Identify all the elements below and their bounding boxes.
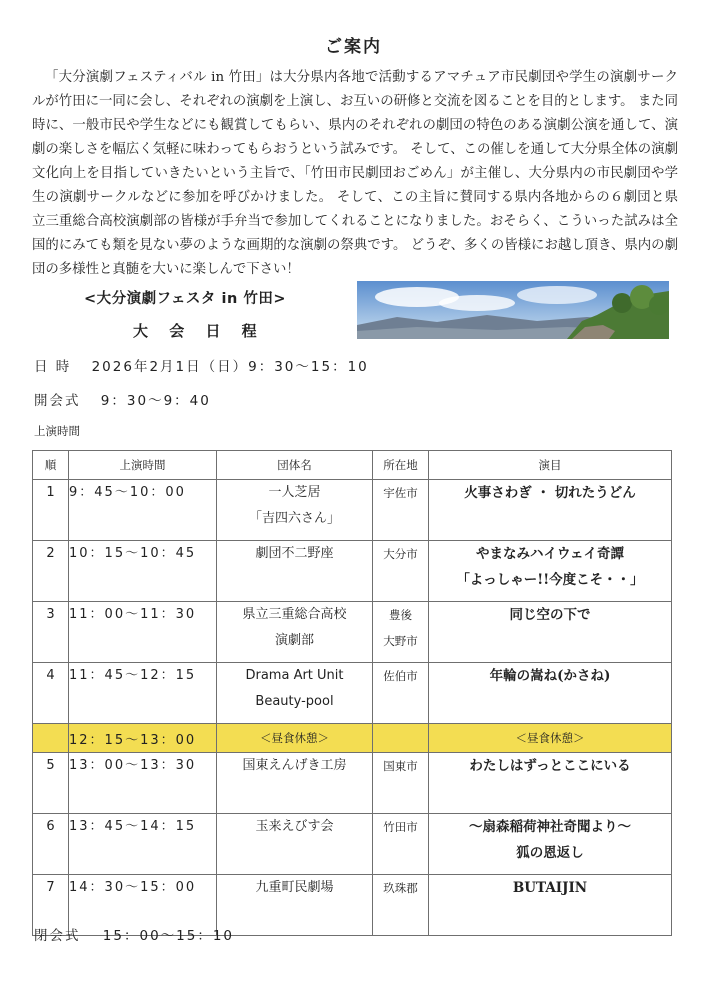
- row-time: 11：45～12：15: [69, 668, 197, 683]
- row-no: 4: [46, 668, 55, 683]
- row-location: 佐伯市: [383, 669, 418, 683]
- table-row: [33, 753, 672, 814]
- header-troupe: 団体名: [217, 451, 373, 480]
- table-row: [33, 541, 672, 602]
- row-play: ＜昼食休憩＞: [429, 724, 672, 753]
- row-location: 豊後: [389, 608, 412, 622]
- row-play-line2: 狐の恩返し: [516, 845, 584, 861]
- row-troupe: 一人芝居: [268, 485, 321, 500]
- row-troupe: 九重町民劇場: [255, 880, 334, 895]
- event-date: [34, 355, 369, 375]
- date-label: 日 時: [34, 359, 72, 375]
- opening-ceremony: [34, 389, 211, 409]
- row-location: 玖珠郡: [383, 881, 418, 895]
- header-no: 順: [33, 451, 69, 480]
- table-header-row: [33, 451, 672, 480]
- row-no: 1: [46, 485, 55, 500]
- row-location: 国東市: [383, 759, 418, 773]
- opening-value: 9：30～9：40: [100, 393, 211, 409]
- row-play: 年輪の嵩ね(かさね): [489, 668, 611, 684]
- row-play: やまなみハイウェイ奇譚: [476, 546, 624, 562]
- festa-name: <大分演劇フェスタ in 竹田>: [84, 291, 286, 307]
- row-no: 6: [46, 819, 55, 834]
- row-location: 宇佐市: [383, 486, 418, 500]
- row-no: 5: [46, 758, 55, 773]
- row-time: 10：15～10：45: [69, 546, 197, 561]
- header-play: 演目: [429, 451, 672, 480]
- row-no: 2: [46, 546, 55, 561]
- page-title: ご案内: [325, 37, 382, 57]
- closing-label: 閉会式: [34, 928, 81, 944]
- table-row: [33, 602, 672, 663]
- row-time: 11：00～11：30: [69, 607, 197, 622]
- table-row: [33, 663, 672, 724]
- lunch-break-row: [33, 724, 672, 753]
- table-row: [33, 480, 672, 541]
- row-location: 大分市: [383, 547, 418, 561]
- row-time: 9：45～10：00: [69, 485, 186, 500]
- row-time: 14：30～15：00: [69, 880, 197, 895]
- schedule-heading: 大 会 日 程: [133, 322, 265, 340]
- row-no: 7: [46, 880, 55, 895]
- opening-label: 開会式: [34, 393, 81, 409]
- header-time: 上演時間: [69, 451, 217, 480]
- row-time: 13：45～14：15: [69, 819, 197, 834]
- landscape-photo: [357, 281, 669, 339]
- row-troupe: 玉来えびす会: [255, 819, 334, 834]
- row-troupe: 国東えんげき工房: [242, 758, 347, 773]
- row-time: 12：15～13：00: [69, 724, 217, 753]
- row-play: BUTAIJIN: [512, 880, 588, 896]
- row-play: ～扇森稲荷神社奇聞より～: [469, 819, 631, 835]
- closing-ceremony: [34, 924, 234, 944]
- row-troupe-line2: 「吉四六さん」: [248, 511, 340, 526]
- row-play: わたしはずっとここにいる: [469, 758, 631, 774]
- landscape-image: [357, 281, 669, 339]
- row-location-line2: 大野市: [383, 634, 418, 648]
- row-no: [33, 724, 69, 753]
- header-location: 所在地: [373, 451, 429, 480]
- closing-value: 15：00～15：10: [102, 928, 235, 944]
- row-troupe: ＜昼食休憩＞: [217, 724, 373, 753]
- row-time: 13：00～13：30: [69, 758, 197, 773]
- row-play-line2: 「よっしゃー!!今度こそ・・」: [456, 572, 644, 588]
- row-troupe: Drama Art Unit: [245, 668, 344, 683]
- row-troupe: 県立三重総合高校: [242, 607, 347, 622]
- table-row: [33, 814, 672, 875]
- row-troupe: 劇団不二野座: [255, 546, 334, 561]
- row-location: [373, 724, 429, 753]
- performance-time-label: 上演時間: [34, 424, 80, 438]
- row-play: 火事さわぎ ・ 切れたうどん: [464, 485, 636, 501]
- row-play: 同じ空の下で: [509, 607, 591, 623]
- row-troupe-line2: 演劇部: [274, 633, 314, 648]
- schedule-table: [32, 450, 672, 936]
- row-no: 3: [46, 607, 55, 622]
- row-troupe-line2: Beauty-pool: [255, 694, 334, 709]
- date-value: 2026年2月1日（日）9：30～15：10: [91, 359, 369, 375]
- row-location: 竹田市: [383, 820, 418, 834]
- intro-paragraph: 「大分演劇フェスティバル in 竹田」は大分県内各地で活動するアマチュア市民劇団や学生の演劇サークルが竹田に一同に会し、それぞれの演劇を上演し、お互いの研修と交流を図ることを目的とします。 また同時に、一般市民や学生などにも観賞してもらい、県内のそれぞれの劇団の特色のある演劇公演を通して、演劇の楽しさを幅広く気軽に味わってもらおうという試みです。 そして、この催しを通して大分県全体の演劇文化向上を目指していきたいという主旨で、「竹田市民劇団おごめん」が主催し、大分県内の市民劇団や学生の演劇サークルなどに参加を呼びかけました。 そして、この主旨に賛同する県内各地からの６劇団と県立三重総合高校演劇部の皆様が手弁当で参加してくれることになりました。おそらく、こういった試みは全国的にみても類を見ない夢のような画期的な演劇の祭典です。 どうぞ、多くの皆様にお越し頂き、県内の劇団の多様性と真髄を大いに楽しんで下さい！: [32, 70, 678, 277]
